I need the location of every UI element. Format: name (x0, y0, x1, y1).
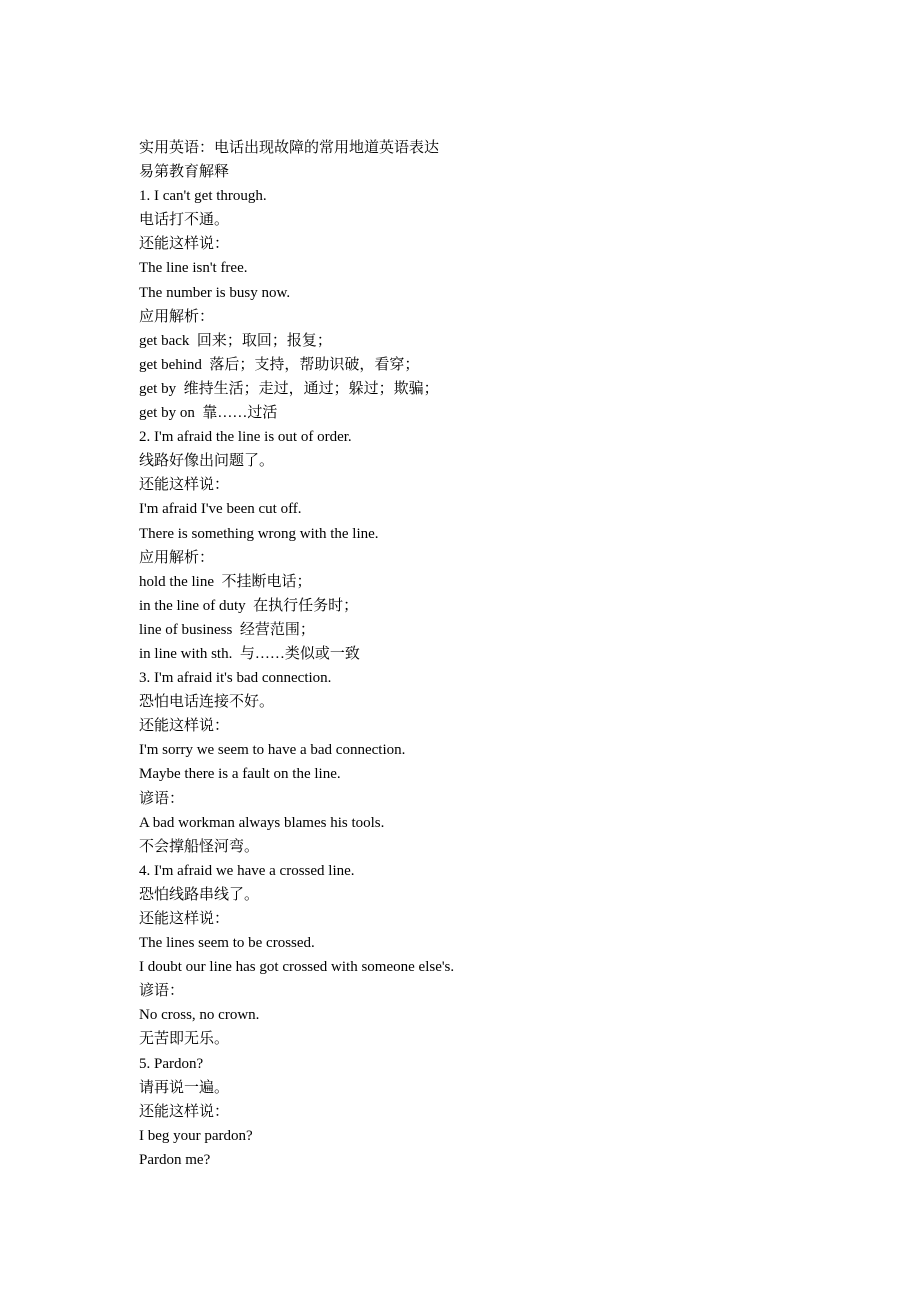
text-line: 谚语： (139, 983, 185, 1000)
text-line: There is something wrong with the line. (139, 525, 379, 542)
text-line: 恐怕电话连接不好。 (139, 694, 275, 711)
text-line: line of business 经营范围； (139, 621, 315, 638)
text-line: No cross, no crown. (139, 1007, 260, 1024)
text-line: I'm sorry we seem to have a bad connection. (139, 742, 406, 759)
text-line: 应用解析： (139, 549, 215, 566)
text-line: 还能这样说： (139, 236, 230, 253)
text-line: get back 回来；取回；报复； (139, 332, 332, 349)
text-line: get behind 落后；支持，帮助识破，看穿； (139, 356, 420, 373)
text-line: 请再说一遍。 (139, 1079, 230, 1096)
document-title: 实用英语：电话出现故障的常用地道英语表达 (139, 140, 440, 156)
text-line: I beg your pardon? (139, 1127, 253, 1144)
text-line: 谚语： (139, 790, 185, 807)
text-line: in the line of duty 在执行任务时； (139, 597, 359, 614)
text-line: get by 维持生活；走过，通过；躲过；欺骗； (139, 380, 439, 397)
text-line: I doubt our line has got crossed with someone else's. (139, 959, 455, 976)
text-line: 无苦即无乐。 (139, 1031, 230, 1048)
text-line: get by on 靠……过活 (139, 405, 278, 422)
text-line: 线路好像出问题了。 (139, 453, 275, 470)
text-line: 不会撑船怪河弯。 (139, 838, 260, 855)
text-line: hold the line 不挂断电话； (139, 573, 312, 590)
text-line: 电话打不通。 (139, 212, 230, 229)
text-line: 3. I'm afraid it's bad connection. (139, 670, 332, 687)
text-line: 恐怕线路串线了。 (139, 886, 260, 903)
text-line: The number is busy now. (139, 284, 291, 301)
text-line: 4. I'm afraid we have a crossed line. (139, 862, 355, 879)
text-line: 5. Pardon? (139, 1055, 204, 1072)
document-page (139, 136, 839, 1172)
text-line: Maybe there is a fault on the line. (139, 766, 341, 783)
text-line: 应用解析： (139, 308, 215, 325)
text-line: The line isn't free. (139, 260, 248, 277)
text-line: 还能这样说： (139, 477, 230, 494)
text-line: 还能这样说： (139, 718, 230, 735)
text-line: 还能这样说： (139, 911, 230, 927)
text-line: in line with sth. 与……类似或一致 (139, 645, 360, 662)
document-source: 易第教育解释 (139, 164, 230, 181)
text-line: 还能这样说： (139, 1103, 230, 1120)
text-line: A bad workman always blames his tools. (139, 814, 385, 831)
text-line: I'm afraid I've been cut off. (139, 501, 302, 518)
text-line: 1. I can't get through. (139, 188, 267, 205)
text-line: 2. I'm afraid the line is out of order. (139, 429, 352, 446)
text-line: Pardon me? (139, 1151, 211, 1168)
text-line: The lines seem to be crossed. (139, 935, 315, 952)
